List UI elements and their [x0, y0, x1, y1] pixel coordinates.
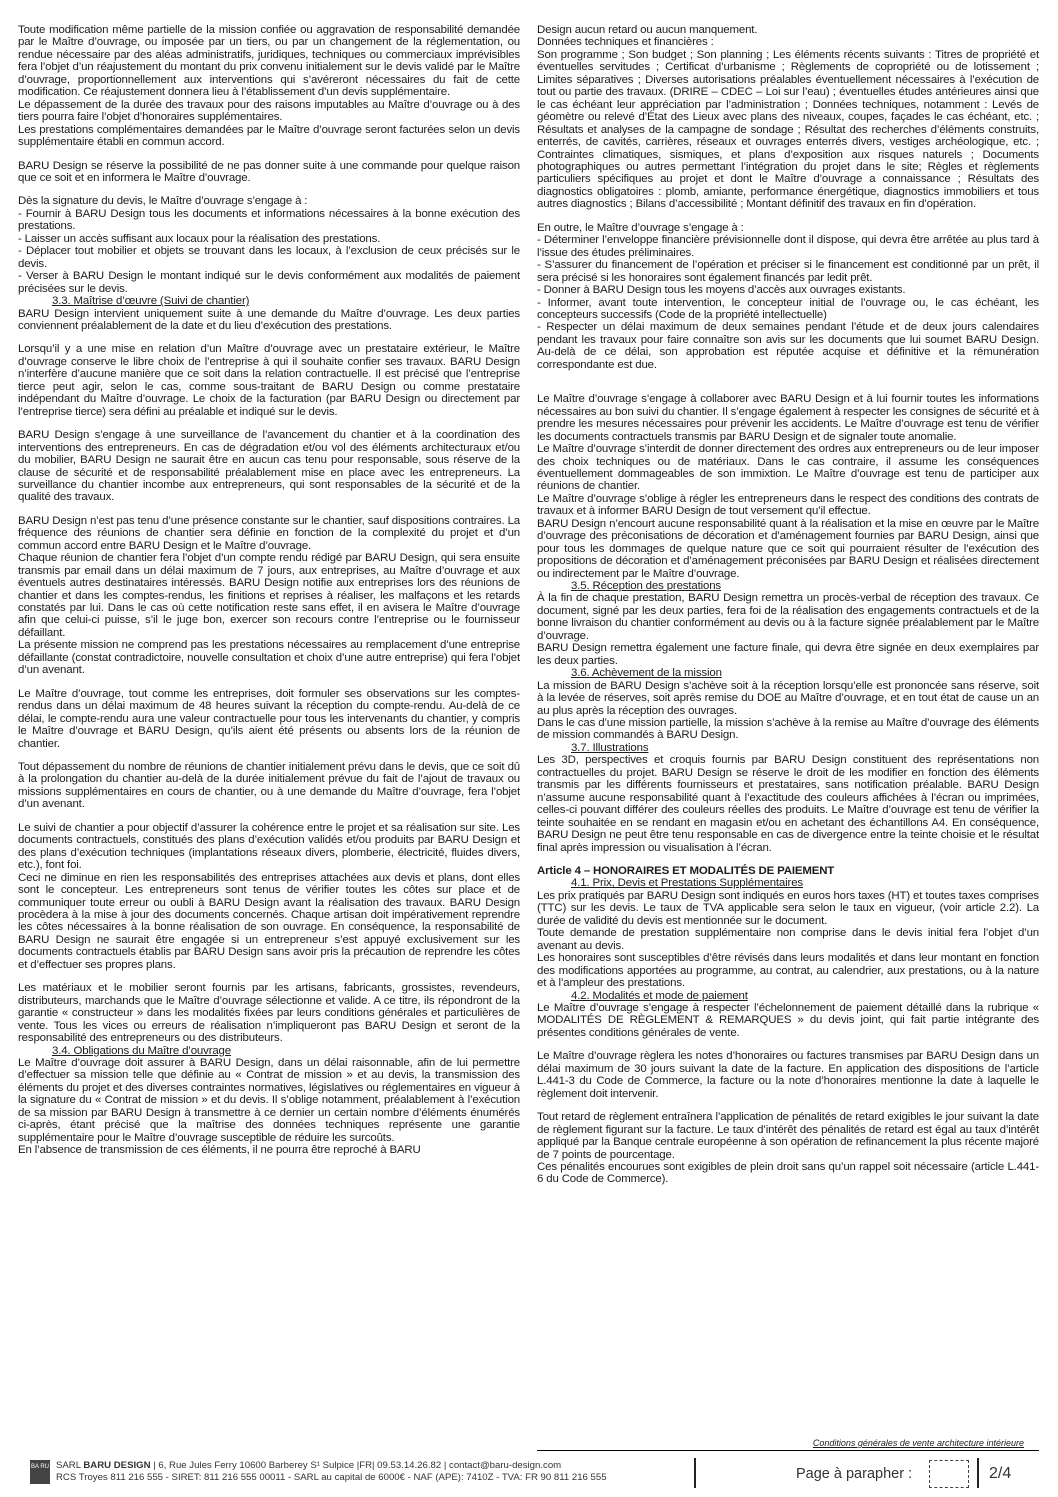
paragraph-spacer	[18, 750, 520, 761]
company-info	[56, 1460, 607, 1484]
section-heading: 3.7. Illustrations	[571, 741, 649, 754]
paragraph-spacer	[537, 1039, 1039, 1050]
paragraph-spacer	[537, 382, 1039, 393]
paragraph: Les prestations complémentaires demandées par le Maître d’ouvrage seront facturées selon un devis supplémentaire établi en commun accord.	[18, 123, 520, 149]
paragraph: Le dépassement de la durée des travaux pour des raisons imputables au Maître d’ouvrage ou à des tiers pourra faire l’objet d’honoraires supplémentaires.	[18, 98, 520, 124]
paragraph: Données techniques et financières :	[537, 36, 714, 49]
paragraph: BARU Design n’encourt aucune responsabilité quant à la réalisation et la mise en œuvre par le Maître d’ouvrage des préconisations de décoration et d’aménagement fournies par BARU Design, ainsi que pour tous les dommages de quelque nature que ce soit qui pourraient résulter de l’exécution des propositions de décoration et d’aménagement préconisées par BARU Design et réalisées directement ou indirectement par le Maître d’ouvrage.	[537, 517, 1039, 580]
paragraph-spacer	[537, 371, 1039, 382]
section-heading: 3.3. Maîtrise d’œuvre (Suivi de chantier)	[52, 295, 250, 308]
paragraph: - Fournir à BARU Design tous les documents et informations nécessaires à la bonne exécution des prestations.	[18, 207, 520, 233]
paragraph-spacer	[18, 504, 520, 515]
paragraph: BARU Design remettra également une facture finale, qui devra être signée en deux exemplaires par les deux parties.	[537, 642, 1039, 667]
company-line-1	[56, 1460, 607, 1472]
paragraph: Le suivi de chantier a pour objectif d’assurer la cohérence entre le projet et sa réalisation sur site. Les documents contractuels, constitués des plans d’exécution validés et/ou produits par BARU Design et des plans d’exécution techniques (implantations réseaux divers, plomberie, électricité, fluides divers, etc.), font foi.	[18, 821, 520, 872]
article-heading: Article 4 – HONORAIRES ET MODALITÉS DE PAIEMENT	[537, 865, 835, 877]
paragraph: - Donner à BARU Design tous les moyens d’accès aux ouvrages existants.	[537, 284, 906, 297]
paragraph: - Déplacer tout mobilier et objets se trouvant dans les locaux, à l’exclusion de ceux précisés sur le devis.	[18, 245, 520, 270]
company-line-2: RCS Troyes 811 216 555 - SIRET: 811 216 555 00011 - SARL au capital de 6000€ - NAF (APE): 7410Z - TVA: FR 90 811 216 555	[56, 1472, 607, 1483]
paragraph: Design aucun retard ou aucun manquement.	[537, 24, 758, 36]
paragraph: BARU Design n’est pas tenu d’une présence constante sur le chantier, sauf dispositions contraires. La fréquence des réunions de chantier sera définie en fonction de la complexité du projet et d’un commun accord entre BARU Design et le Maître d’ouvrage.	[18, 514, 520, 552]
paragraph: Le Maître d’ouvrage règlera les notes d’honoraires ou factures transmises par BARU Design dans un délai maximum de 30 jours suivant la date de la facture. En application des dispositions de l’article L.441-3 du Code de Commerce, la facture ou la note d’honoraires mentionne la date à laquelle le règlement doit intervenir.	[537, 1050, 1039, 1100]
paragraph: BARU Design intervient uniquement suite à une demande du Maître d’ouvrage. Les deux parties conviennent préalablement de la date et du lieu d’exécution des prestations.	[18, 307, 520, 332]
section-heading: 4.1. Prix, Devis et Prestations Supplémentaires	[571, 877, 803, 890]
paragraph: Son programme ; Son budget ; Son planning ; Les éléments récents suivants : Titres de propriété et éventuelles servitudes ; Certificat d’urbanisme ; Règlements de copropriété ou de lotissement ; Limites séparatives ; Diverses autorisations préalables éventuellement nécessaires à l’exécution de tout ou partie des travaux. (DRIRE – CDEC – Loi sur l’eau) ; éventuelles études antérieures ainsi que le cas échéant leur appréciation par l’administration ; Données techniques, notamment : Levés de géomètre ou relevé d’État des Lieux avec plans des niveaux, coupes, façades le cas échéant, etc. ; Résultats et analyses de la campagne de sondage ; Résultat des recherches d’éléments construits, enterrés, de cavités, carrières, réseaux et ouvrages enterrés divers, vestiges archéologique, etc. ; Contraintes climatiques, sismiques, et plans d’exposition aux risques naturels ; Documents photographiques ou autres permettant l’intégration du projet dans le site; Règles et règlements particuliers spécifiques au projet et dont le Maître d’ouvrage a connaissance ; Résultats des diagnostics obligatoires : plomb, amiante, performance énergétique, diagnostics immobiliers et tous autres diagnostics ; Bilans d’accessibilité ; Montant définitif des travaux en fin d’opération.	[537, 48, 1039, 211]
paragraph: Le Maître d’ouvrage s’interdit de donner directement des ordres aux entrepreneurs ou de leur imposer des choix techniques ou de matériaux. Dans le cas contraire, il assume les conséquences éventuellement dommageables de son immixtion. Le Maître d’ouvrage est tenu de participer aux réunions de chantier.	[537, 443, 1039, 493]
paragraph: Toute demande de prestation supplémentaire non comprise dans le devis initial fera l’objet d’un avenant au devis.	[537, 927, 1039, 952]
paragraph-spacer	[537, 211, 1039, 222]
paragraph-spacer	[18, 811, 520, 822]
section-heading: 3.5. Réception des prestations	[571, 580, 722, 593]
paragraph: Tout dépassement du nombre de réunions de chantier initialement prévu dans le devis, que ce soit dû à la prolongation du chantier au-delà de la durée initialement prévue du fait de l’ajout de travaux ou missions supplémentaires en cours de chantier, ou à une demande du Maître d’ouvrage, fera l’objet d’un avenant.	[18, 761, 520, 811]
paragraph: Ceci ne diminue en rien les responsabilités des entreprises attachées aux devis et plans, dont elles sont le concepteur. Les entrepreneurs sont tenus de vérifier toutes les côtes sur place et de communiquer toute erreur ou oubli à BARU Design avant la réalisation des travaux. BARU Design procèdera à la mise à jour des documents concernés. Chaque artisan doit impérativement reprendre les côtes nécessaires à la bonne réalisation de son ouvrage. En conséquence, la responsabilité de BARU Design ne saurait être engagée si un entrepreneur s’est appuyé exclusivement sur les documents contractuels établis par BARU Design sans avoir pris la précaution de reprendre les côtes et d’effectuer ses propres plans.	[18, 871, 520, 971]
company-logo: BA RU	[30, 1460, 50, 1484]
page-number: 2/4	[989, 1465, 1012, 1482]
paragraph: Les prix pratiqués par BARU Design sont indiqués en euros hors taxes (HT) et toutes taxes comprises (TTC) sur les devis. Le taux de TVA applicable sera selon le taux en vigueur, (voir article 2.2). La durée de validité du devis est mentionnée sur le document.	[537, 889, 1039, 927]
paragraph: - Respecter un délai maximum de deux semaines pendant l’étude et de deux jours calendaires pendant les travaux pour faire connaître son avis sur les documents que lui soumet BARU Design. Au-delà de ce délai, son approbation est réputée acquise et définitive et la rémunération correspondante est due.	[537, 321, 1039, 371]
paragraph: La présente mission ne comprend pas les prestations nécessaires au remplacement d’une entreprise défaillante (constat contradictoire, nouvelle consultation et choix d’une autre entreprise) qui fera l’objet d’un avenant.	[18, 639, 520, 677]
company-line-1-rest: | 6, Rue Jules Ferry 10600 Barberey S¹ Sulpice |FR| 09.53.14.26.82 | contact@baru-design.com	[150, 1460, 562, 1471]
paragraph: - S’assurer du financement de l’opération et préciser si le financement est conditionné par un prêt, il sera précisé si les honoraires sont également financés par ledit prêt.	[537, 259, 1039, 284]
paragraph: BARU Design s’engage à une surveillance de l’avancement du chantier et à la coordination des interventions des entrepreneurs. En cas de dégradation et/ou vol des éléments architecturaux et/ou du mobilier, BARU Design ne saurait être en aucun cas tenu pour responsable, sous réserve de la clause de sécurité et de responsabilité préalablement mise en place avec les entrepreneurs. La surveillance du chantier incombe aux entrepreneurs, qui sont responsables de la sécurité et de la qualité des travaux.	[18, 429, 520, 504]
left-column	[18, 24, 520, 1157]
paragraph: - Verser à BARU Design le montant indiqué sur le devis conformément aux modalités de paiement précisées sur le devis.	[18, 270, 520, 295]
right-column	[537, 24, 1039, 1186]
company-line-1-prefix: SARL	[56, 1460, 84, 1471]
paragraph: BARU Design se réserve la possibilité de ne pas donner suite à une commande pour quelque raison que ce soit et en informera le Maître d’ouvrage.	[18, 159, 520, 184]
paragraph: À la fin de chaque prestation, BARU Design remettra un procès-verbal de réception des travaux. Ce document, signé par les deux parties, fera foi de la réalisation des engagements contractuels et de la bonne livraison du chantier conformément au devis ou à la facture signée préalablement par le Maître d’ouvrage.	[537, 592, 1039, 642]
paragraph: - Informer, avant toute intervention, le concepteur initial de l’ouvrage ou, le cas échéant, les concepteurs successifs (Code de la propriété intellectuelle)	[537, 296, 1039, 321]
paragraph: Dès la signature du devis, le Maître d’ouvrage s’engage à :	[18, 195, 308, 208]
paragraph: Lorsqu’il y a une mise en relation d’un Maître d’ouvrage avec un prestataire extérieur, le Maître d’ouvrage conserve le libre choix de l’entreprise à qui il souhaite confier ses travaux. BARU Design n’interfère d’aucune manière que ce soit dans la relation contractuelle. Il est précisé que l’entreprise tierce peut agir, selon le cas, comme sous-traitant de BARU Design ou comme prestataire indépendant du Maître d’ouvrage. Le choix de la facturation (par BARU Design ou directement par l’entreprise tierce) sera défini au préalable et indiqué sur le devis.	[18, 343, 520, 418]
paragraph: Les 3D, perspectives et croquis fournis par BARU Design constituent des représentations non contractuelles du projet. BARU Design se réserve le droit de les modifier en fonction des éléments transmis par les différents fournisseurs et prestataires, sans notification préalable. BARU Design n’assume aucune responsabilité quant à l’exactitude des couleurs affichées à l’écran ou imprimées, celles-ci pouvant différer des couleurs réelles des produits. Le Maître d’ouvrage est tenu de vérifier la teinte souhaitée en se rendant en magasin et/ou en achetant des échantillons A4. En conséquence, BARU Design ne peut être tenu responsable en cas de divergence entre la teinte choisie et le résultat final après impression ou visualisation à l’écran.	[537, 754, 1039, 854]
paragraph: En l’absence de transmission de ces éléments, il ne pourra être reproché à BARU	[18, 1144, 421, 1157]
paragraph: Les honoraires sont susceptibles d’être révisés dans leurs modalités et dans leur montant en fonction des modifications apportées au programme, au contrat, au calendrier, aux prestations, ou à la nature et à l’ampleur des prestations.	[537, 952, 1039, 990]
paragraph-spacer	[18, 332, 520, 343]
footer-separator	[977, 1458, 979, 1488]
footer-divider	[537, 1450, 1039, 1451]
section-heading: 3.6. Achèvement de la mission	[571, 667, 722, 680]
paragraph: Le Maître d’ouvrage s’engage à respecter l’échelonnement de paiement détaillé dans la rubrique « MODALITÉS DE RÈGLEMENT & REMARQUES » du devis joint, qui fait partie intégrante des présentes conditions générales de vente.	[537, 1001, 1039, 1039]
cgv-label: Conditions générales de vente architecture intérieure	[812, 1438, 1024, 1448]
page-footer	[0, 1456, 1058, 1497]
paragraph-spacer	[537, 1100, 1039, 1111]
paragraph: - Déterminer l’enveloppe financière prévisionnelle dont il dispose, qui devra être arrêtée au plus tard à l’issue des études préliminaires.	[537, 234, 1039, 259]
paragraph: Le Maître d’ouvrage s’engage à collaborer avec BARU Design et à lui fournir toutes les informations nécessaires au bon suivi du chantier. Il s’engage également à respecter les consignes de sécurité et à prendre les mesures nécessaires pour prévenir les accidents. Le Maître d’ouvrage est tenu de vérifier les documents contractuels transmis par BARU Design et de signaler toute anomalie.	[537, 393, 1039, 443]
paragraph: Ces pénalités encourues sont exigibles de plein droit sans qu’un rappel soit nécessaire (article L.441-6 du Code de Commerce).	[537, 1160, 1039, 1186]
paragraph: La mission de BARU Design s’achève soit à la réception lorsqu’elle est prononcée sans réserve, soit à la levée de réserves, soit après remise du DOE au Maître d’ouvrage, et en tout état de cause un an au plus après la réception des ouvrages.	[537, 679, 1039, 717]
paragraph-spacer	[18, 418, 520, 429]
initials-box[interactable]	[929, 1460, 969, 1488]
footer-separator	[694, 1458, 696, 1488]
paragraph: - Laisser un accès suffisant aux locaux pour la réalisation des prestations.	[18, 232, 381, 245]
paragraph: Les matériaux et le mobilier seront fournis par les artisans, fabricants, grossistes, revendeurs, distributeurs, marchands que le Maître d’ouvrage sélectionne et valide. A ce titre, ils répondront de la garantie « constructeur » dans les modalités fixées par leurs conditions générales et particulières de vente. Tous les vices ou erreurs de réalisation n’impliqueront pas BARU Design et seront de la responsabilité des entrepreneurs ou des distributeurs.	[18, 982, 520, 1045]
company-name: BARU DESIGN	[83, 1460, 151, 1471]
paragraph: Dans le cas d’une mission partielle, la mission s’achève à la remise au Maître d’ouvrage des éléments de mission commandés à BARU Design.	[537, 717, 1039, 742]
section-heading: 4.2. Modalités et mode de paiement	[571, 989, 748, 1002]
paragraph: Le Maître d’ouvrage, tout comme les entreprises, doit formuler ses observations sur les comptes-rendus dans un délai maximum de 48 heures suivant la réception du compte-rendu. Au-delà de ce délai, le compte-rendu aura une valeur contractuelle pour tous les intervenants du chantier, y compris le Maître d’ouvrage et BARU Design, qu’ils aient été présents ou absents lors de la réunion de chantier.	[18, 687, 520, 750]
paragraph: Le Maître d’ouvrage s’oblige à régler les entrepreneurs dans le respect des conditions des contrats de travaux et à informer BARU Design de tout versement qu’il effectue.	[537, 492, 1039, 518]
paragraph: Tout retard de règlement entraînera l’application de pénalités de retard exigibles le jour suivant la date de règlement figurant sur la facture. Le taux d’intérêt des pénalités de retard est égal au taux d’intérêt appliqué par la Banque centrale européenne à son opération de refinancement la plus récente majoré de 7 points de pourcentage.	[537, 1111, 1039, 1161]
paragraph: En outre, le Maître d’ouvrage s’engage à :	[537, 221, 744, 234]
paragraph-spacer	[18, 184, 520, 195]
section-heading: 3.4. Obligations du Maître d’ouvrage	[52, 1044, 231, 1057]
paragraph-spacer	[18, 149, 520, 160]
paragraph-spacer	[18, 677, 520, 688]
paraph-label: Page à parapher :	[796, 1466, 913, 1482]
paragraph-spacer	[18, 971, 520, 982]
paragraph: Chaque réunion de chantier fera l’objet d’un compte rendu rédigé par BARU Design, qui sera ensuite transmis par email dans un délai maximum de 7 jours, aux entreprises, au Maître d’ouvrage et aux éventuels autres destinataires intéressés. BARU Design notifie aux entreprises lors des réunions de chantier et dans les comptes-rendus, les finitions et reprises à réaliser, les malfaçons et les retards constatés par lui. Dans le cas où cette notification reste sans effet, il en avisera le Maître d’ouvrage afin que celui-ci puisse, s’il le juge bon, exercer son recours contre l’entreprise ou le fournisseur défaillant.	[18, 552, 520, 639]
paragraph-spacer	[537, 854, 1039, 865]
paragraph: Toute modification même partielle de la mission confiée ou aggravation de responsabilité demandée par le Maître d’ouvrage, ou imposée par un tiers, ou par un changement de la réglementation, ou rendue nécessaire par des aléas administratifs, juridiques, techniques ou commerciaux imprévisibles fera l’objet d’un réajustement du montant du prix convenu initialement sur le devis validé par le Maître d’ouvrage, proportionnellement aux interventions qui s’avéreront nécessaires du fait de cette modification. Ce réajustement donnera lieu à l’établissement d’un devis supplémentaire.	[18, 24, 520, 99]
paragraph: Le Maître d’ouvrage doit assurer à BARU Design, dans un délai raisonnable, afin de lui permettre d’effectuer sa mission telle que définie au « Contrat de mission » et au devis, la transmission des éléments du projet et des diverses contraintes normatives, législatives ou réglementaires en vigueur à la signature du « Contrat de mission » et du devis. Il s’oblige notamment, préalablement à l’exécution de sa mission par BARU Design à transmettre à ce dernier un certain nombre d’éléments énumérés ci-après, étant précisé que la maîtrise des données techniques représente une garantie supplémentaire pour le Maître d’ouvrage susceptible de réduire les surcoûts.	[18, 1056, 520, 1144]
